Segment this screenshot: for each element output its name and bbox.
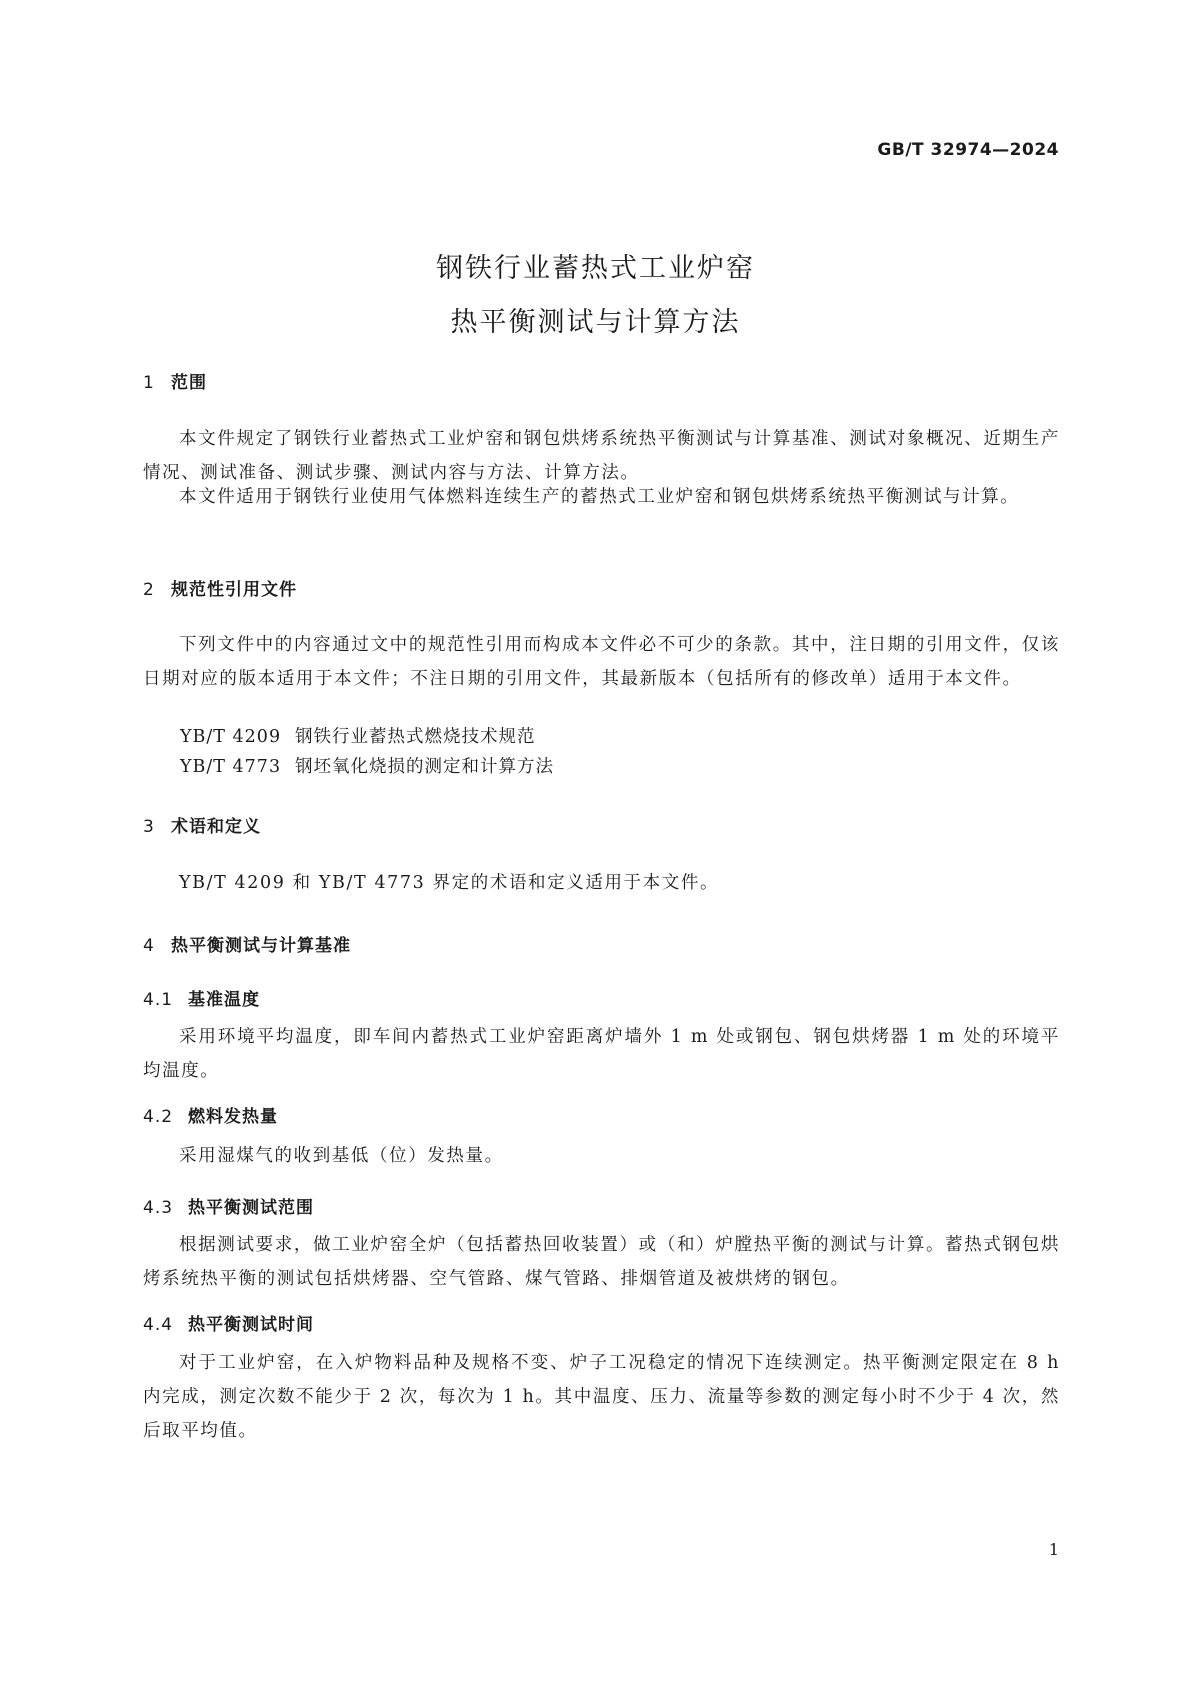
section-title: 热平衡测试与计算基准 xyxy=(171,936,351,956)
reference-title: 钢坯氧化烧损的测定和计算方法 xyxy=(295,757,554,777)
section-4-4-heading xyxy=(143,1310,314,1335)
document-title xyxy=(0,242,1191,350)
section-1-paragraph-2: 本文件适用于钢铁行业使用气体燃料连续生产的蓄热式工业炉窑和钢包烘烤系统热平衡测试与计算。 xyxy=(179,487,1020,507)
section-4-4-paragraph: 对于工业炉窑，在入炉物料品种及规格不变、炉子工况稳定的情况下连续测定。热平衡测定限定在 8 h 内完成，测定次数不能少于 2 次，每次为 1 h。其中温度、压力、流量等参数的测定每小时不少于 4 次，然后取平均值。 xyxy=(143,1353,1060,1441)
page-number: 1 xyxy=(1048,1540,1059,1559)
section-title: 范围 xyxy=(171,373,207,393)
section-4-1-heading xyxy=(143,985,260,1010)
section-number: 4.3 xyxy=(143,1198,174,1218)
reference-code: YB/T 4209 xyxy=(180,727,282,747)
section-title: 热平衡测试范围 xyxy=(188,1198,314,1218)
section-title: 术语和定义 xyxy=(171,817,261,837)
section-3-heading xyxy=(143,812,261,837)
normative-reference xyxy=(180,723,536,748)
section-title: 燃料发热量 xyxy=(188,1107,278,1127)
section-4-3-paragraph: 根据测试要求，做工业炉窑全炉（包括蓄热回收装置）或（和）炉膛热平衡的测试与计算。蓄热式钢包烘烤系统热平衡的测试包括烘烤器、空气管路、煤气管路、排烟管道及被烘烤的钢包。 xyxy=(143,1235,1060,1289)
section-4-heading xyxy=(143,931,351,956)
section-number: 4 xyxy=(143,936,155,956)
section-3-paragraph-1: YB/T 4209 和 YB/T 4773 界定的术语和定义适用于本文件。 xyxy=(179,873,720,893)
section-number: 4.2 xyxy=(143,1107,174,1127)
section-1-heading xyxy=(143,368,207,393)
section-4-2-paragraph: 采用湿煤气的收到基低（位）发热量。 xyxy=(179,1146,504,1166)
title-line-1: 钢铁行业蓄热式工业炉窑 xyxy=(436,253,755,284)
section-number: 4.1 xyxy=(143,990,174,1010)
section-4-3-heading xyxy=(143,1193,314,1218)
section-number: 4.4 xyxy=(143,1315,174,1335)
section-number: 3 xyxy=(143,817,155,837)
normative-reference xyxy=(180,753,554,778)
reference-title: 钢铁行业蓄热式燃烧技术规范 xyxy=(295,727,536,747)
section-title: 热平衡测试时间 xyxy=(188,1315,314,1335)
section-4-1-paragraph: 采用环境平均温度，即车间内蓄热式工业炉窑距离炉墙外 1 m 处或钢包、钢包烘烤器 1 m 处的环境平均温度。 xyxy=(143,1027,1060,1081)
section-title: 规范性引用文件 xyxy=(171,580,297,600)
section-2-paragraph-1: 下列文件中的内容通过文中的规范性引用而构成本文件必不可少的条款。其中，注日期的引用文件，仅该日期对应的版本适用于本文件；不注日期的引用文件，其最新版本（包括所有的修改单）适用于本文件。 xyxy=(143,635,1060,689)
title-line-2: 热平衡测试与计算方法 xyxy=(450,307,741,338)
section-4-2-heading xyxy=(143,1102,278,1127)
section-title: 基准温度 xyxy=(188,990,260,1010)
section-1-paragraph-1: 本文件规定了钢铁行业蓄热式工业炉窑和钢包烘烤系统热平衡测试与计算基准、测试对象概况、近期生产情况、测试准备、测试步骤、测试内容与方法、计算方法。 xyxy=(143,429,1060,483)
reference-code: YB/T 4773 xyxy=(180,757,282,777)
section-number: 1 xyxy=(143,373,155,393)
section-number: 2 xyxy=(143,580,155,600)
standard-code: GB/T 32974—2024 xyxy=(877,140,1059,160)
section-2-heading xyxy=(143,575,297,600)
